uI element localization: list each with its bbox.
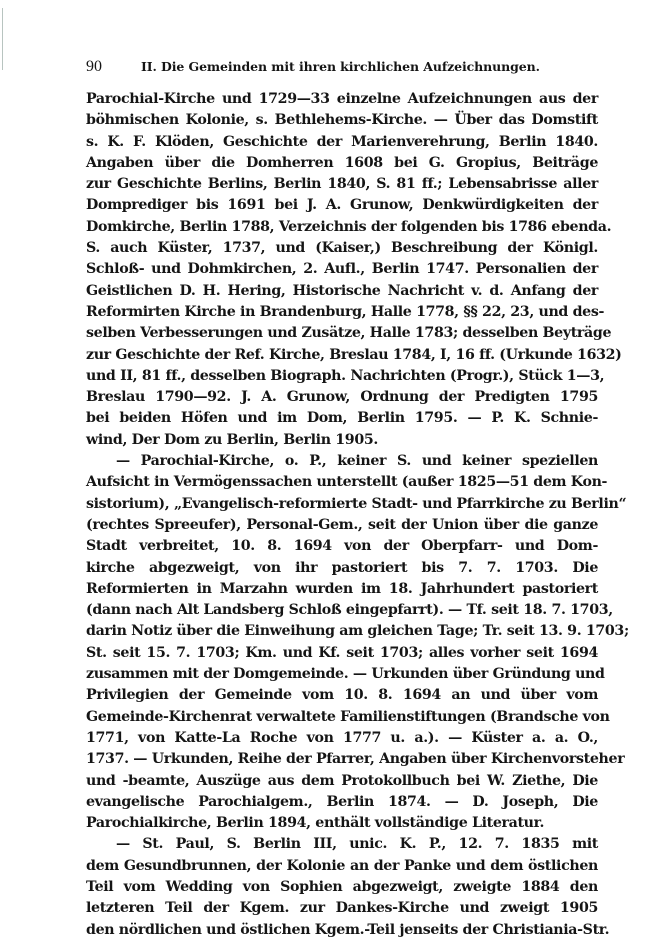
text-line: selben Verbesserungen und Zusätze, Halle 1783; desselben Beyträge (86, 325, 612, 342)
text-line: Breslau 1790—92. J. A. Grunow, Ordnung der Predigten 1795 (86, 389, 598, 406)
text-line: Parochial-Kirche und 1729—33 einzelne Aufzeichnungen aus der (86, 91, 598, 107)
text-line: Reformirten Kirche in Brandenburg, Halle 1778, §§ 22, 23, und des- (86, 303, 605, 320)
text-line-section-start-st-paul: — St. Paul, S. Berlin III, unic. K. P., 12. 7. 1835 mit (116, 836, 598, 853)
text-line: zur Geschichte Berlins, Berlin 1840, S. 81 ff.; Lebensabrisse aller (86, 176, 598, 193)
text-line: zusammen mit der Domgemeinde. — Urkunden über Gründung und (86, 666, 605, 683)
text-line: Geistlichen D. H. Hering, Historische Nachricht v. d. Anfang der (86, 282, 598, 299)
text-line: Schloß- und Dohmkirchen, 2. Aufl., Berlin 1747. Personalien der (86, 261, 598, 278)
text-line: darin Notiz über die Einweihung am gleichen Tage; Tr. seit 13. 9. 1703; (86, 623, 629, 640)
text-line: sistorium), „Evangelisch-reformierte Stadt- und Pfarrkirche zu Berlin“ (86, 495, 627, 512)
text-line-paragraph-end: Parochialkirche, Berlin 1894, enthält vollständige Literatur. (86, 815, 545, 832)
text-line: Gemeinde-Kirchenrat verwaltete Familienstiftungen (Brandsche von (86, 708, 610, 725)
text-line: bei beiden Höfen und im Dom, Berlin 1795. — P. K. Schnie- (86, 410, 598, 427)
text-line: Teil vom Wedding von Sophien abgezweigt, zweigte 1884 den (86, 878, 598, 895)
chapter-title: II. Die Gemeinden mit ihren kirchlichen Aufzeichnungen. (141, 59, 540, 74)
scan-edge-mark (2, 8, 3, 70)
text-line: dem Gesundbrunnen, der Kolonie an der Panke und dem östlichen (86, 857, 598, 874)
text-line: Privilegien der Gemeinde vom 10. 8. 1694 an und über vom (86, 687, 598, 704)
text-line-section-start-parochial-kirche: — Parochial-Kirche, o. P., keiner S. und keiner speziellen (116, 453, 598, 470)
text-line: Domkirche, Berlin 1788, Verzeichnis der folgenden bis 1786 ebenda. (86, 218, 612, 235)
text-line-paragraph-end: wind, Der Dom zu Berlin, Berlin 1905. (86, 431, 378, 448)
text-line: (rechtes Spreeufer), Personal-Gem., seit der Union über die ganze (86, 516, 598, 533)
text-line: letzteren Teil der Kgem. zur Dankes-Kirche und zweigt 1905 (86, 900, 598, 917)
page-number: 90 (86, 58, 102, 75)
text-line: s. K. F. Klöden, Geschichte der Marienverehrung, Berlin 1840. (86, 133, 598, 150)
text-line: Aufsicht in Vermögenssachen unterstellt (außer 1825—51 dem Kon- (86, 474, 608, 491)
body-text (86, 89, 629, 941)
text-line: (dann nach Alt Landsberg Schloß eingepfarrt). — Tf. seit 18. 7. 1703, (86, 602, 613, 619)
text-line: böhmischen Kolonie, s. Bethlehems-Kirche. — Über das Domstift (86, 112, 598, 129)
running-head (86, 58, 598, 80)
text-line: 1737. — Urkunden, Reihe der Pfarrer, Angaben über Kirchenvorsteher (86, 751, 625, 768)
text-line: und -beamte, Auszüge aus dem Protokollbuch bei W. Ziethe, Die (86, 772, 598, 789)
text-line: Reformierten in Marzahn wurden im 18. Jahrhundert pastoriert (86, 580, 598, 597)
text-line: und II, 81 ff., desselben Biograph. Nachrichten (Progr.), Stück 1—3, (86, 367, 605, 384)
text-line: Stadt verbreitet, 10. 8. 1694 von der Oberpfarr- und Dom- (86, 538, 598, 555)
text-line: S. auch Küster, 1737, und (Kaiser,) Beschreibung der Königl. (86, 240, 598, 257)
text-line: zur Geschichte der Ref. Kirche, Breslau 1784, I, 16 ff. (Urkunde 1632) (86, 346, 622, 363)
text-line: Domprediger bis 1691 bei J. A. Grunow, Denkwürdigkeiten der (86, 197, 598, 214)
text-line: den nördlichen und östlichen Kgem.-Teil jenseits der Christiania-Str. (86, 921, 610, 938)
text-line: Angaben über die Domherren 1608 bei G. Gropius, Beiträge (86, 154, 598, 171)
text-line: evangelische Parochialgem., Berlin 1874. — D. Joseph, Die (86, 793, 598, 810)
text-line: St. seit 15. 7. 1703; Km. und Kf. seit 1703; alles vorher seit 1694 (86, 644, 598, 661)
text-line: kirche abgezweigt, von ihr pastoriert bis 7. 7. 1703. Die (86, 559, 598, 576)
text-line: 1771, von Katte-La Roche von 1777 u. a.). — Küster a. a. O., (86, 729, 598, 746)
